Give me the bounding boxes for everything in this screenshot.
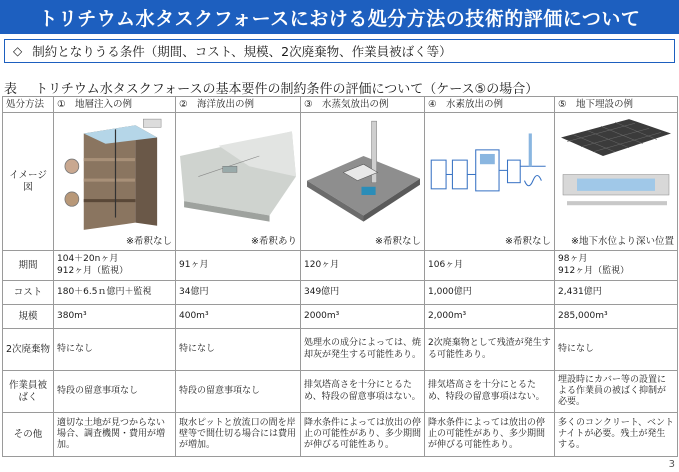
image-geological-injection <box>54 113 176 251</box>
evaluation-table <box>2 96 678 457</box>
row-label-cost: コスト <box>3 281 54 305</box>
page-number: 3 <box>668 459 675 470</box>
cell-waste-geological-injection: 特になし <box>54 329 176 371</box>
cell-scale-underground-burial: 285,000m³ <box>555 305 678 329</box>
cell-exposure-ocean-release: 特段の留意事項なし <box>176 371 301 413</box>
row-label-secondary-waste: 2次廃棄物 <box>3 329 54 371</box>
image-hydrogen-release <box>425 113 555 251</box>
waste-row <box>3 329 678 371</box>
image-ocean-release <box>176 113 301 251</box>
image-underground-burial <box>555 113 678 251</box>
cell-period-geological-injection: 104＋20nヶ月 912ヶ月（監視） <box>54 251 176 281</box>
image-note: ※希釈あり <box>251 236 297 248</box>
row-label-worker-exposure: 作業員被ばく <box>3 371 54 413</box>
header-row <box>3 97 678 113</box>
cell-waste-underground-burial: 特になし <box>555 329 678 371</box>
hydrogen-release-illustration <box>427 115 552 236</box>
image-note: ※希釈なし <box>126 236 172 248</box>
cell-waste-hydrogen-release: 2次廃棄物として残渣が発生する可能性あり。 <box>425 329 555 371</box>
cell-exposure-geological-injection: 特段の留意事項なし <box>54 371 176 413</box>
method-header-geological-injection: ① 地層注入の例 <box>54 97 176 113</box>
ocean-release-illustration <box>178 115 298 236</box>
cell-waste-ocean-release: 特になし <box>176 329 301 371</box>
row-label-period: 期間 <box>3 251 54 281</box>
method-header-hydrogen-release: ④ 水素放出の例 <box>425 97 555 113</box>
cell-exposure-vapor-release: 排気塔高さを十分にとるため、特段の留意事項はない。 <box>301 371 425 413</box>
cell-cost-hydrogen-release: 1,000億円 <box>425 281 555 305</box>
geological-injection-illustration <box>56 115 173 236</box>
image-note: ※希釈なし <box>505 236 551 248</box>
period-row <box>3 251 678 281</box>
corner-header: 処分方法 <box>3 97 54 113</box>
method-header-underground-burial: ⑤ 地下埋設の例 <box>555 97 678 113</box>
table-caption-text: トリチウム水タスクフォースの基本要件の制約条件の評価について（ケース⑤の場合） <box>35 82 539 97</box>
cell-other-underground-burial: 多くのコンクリート、ベントナイトが必要。残土が発生する。 <box>555 413 678 457</box>
cell-scale-hydrogen-release: 2,000m³ <box>425 305 555 329</box>
table-caption <box>4 78 538 97</box>
row-label-image: イメージ 図 <box>3 113 54 251</box>
vapor-release-illustration <box>303 115 422 236</box>
cell-other-geological-injection: 適切な土地が見つからない場合、調査機関・費用が増加。 <box>54 413 176 457</box>
conditions-box <box>4 39 675 63</box>
scale-row <box>3 305 678 329</box>
cost-row <box>3 281 678 305</box>
table-caption-label: 表 <box>4 82 18 97</box>
conditions-text: 制約となりうる条件（期間、コスト、規模、2次廃棄物、作業員被ばく等） <box>32 44 452 59</box>
cell-period-ocean-release: 91ヶ月 <box>176 251 301 281</box>
cell-period-vapor-release: 120ヶ月 <box>301 251 425 281</box>
image-note: ※地下水位より深い位置 <box>571 236 674 248</box>
image-row <box>3 113 678 251</box>
method-header-vapor-release: ③ 水蒸気放出の例 <box>301 97 425 113</box>
cell-cost-ocean-release: 34億円 <box>176 281 301 305</box>
cell-other-vapor-release: 降水条件によっては放出の停止の可能性があり、多少期間が伸びる可能性あり。 <box>301 413 425 457</box>
exposure-row <box>3 371 678 413</box>
page-title: トリチウム水タスクフォースにおける処分方法の技術的評価について <box>0 0 679 34</box>
other-row <box>3 413 678 457</box>
underground-burial-illustration <box>557 115 675 236</box>
cell-other-ocean-release: 取水ピットと放流口の間を岸壁等で間仕切る場合には費用が増加。 <box>176 413 301 457</box>
image-vapor-release <box>301 113 425 251</box>
cell-exposure-underground-burial: 埋設時にカバー等の設置による作業員の被ばく抑制が必要。 <box>555 371 678 413</box>
cell-cost-vapor-release: 349億円 <box>301 281 425 305</box>
cell-scale-ocean-release: 400m³ <box>176 305 301 329</box>
row-label-other: その他 <box>3 413 54 457</box>
cell-other-hydrogen-release: 降水条件によっては放出の停止の可能性があり、多少期間が伸びる可能性あり。 <box>425 413 555 457</box>
image-note: ※希釈なし <box>375 236 421 248</box>
cell-period-hydrogen-release: 106ヶ月 <box>425 251 555 281</box>
cell-cost-underground-burial: 2,431億円 <box>555 281 678 305</box>
method-header-ocean-release: ② 海洋放出の例 <box>176 97 301 113</box>
cell-exposure-hydrogen-release: 排気塔高さを十分にとるため、特段の留意事項はない。 <box>425 371 555 413</box>
row-label-scale: 規模 <box>3 305 54 329</box>
cell-waste-vapor-release: 処理水の成分によっては、焼却灰が発生する可能性あり。 <box>301 329 425 371</box>
diamond-icon: ◇ <box>13 44 23 58</box>
cell-scale-vapor-release: 2000m³ <box>301 305 425 329</box>
cell-period-underground-burial: 98ヶ月 912ヶ月（監視） <box>555 251 678 281</box>
cell-scale-geological-injection: 380m³ <box>54 305 176 329</box>
cell-cost-geological-injection: 180＋6.5ｎ億円＋監視 <box>54 281 176 305</box>
